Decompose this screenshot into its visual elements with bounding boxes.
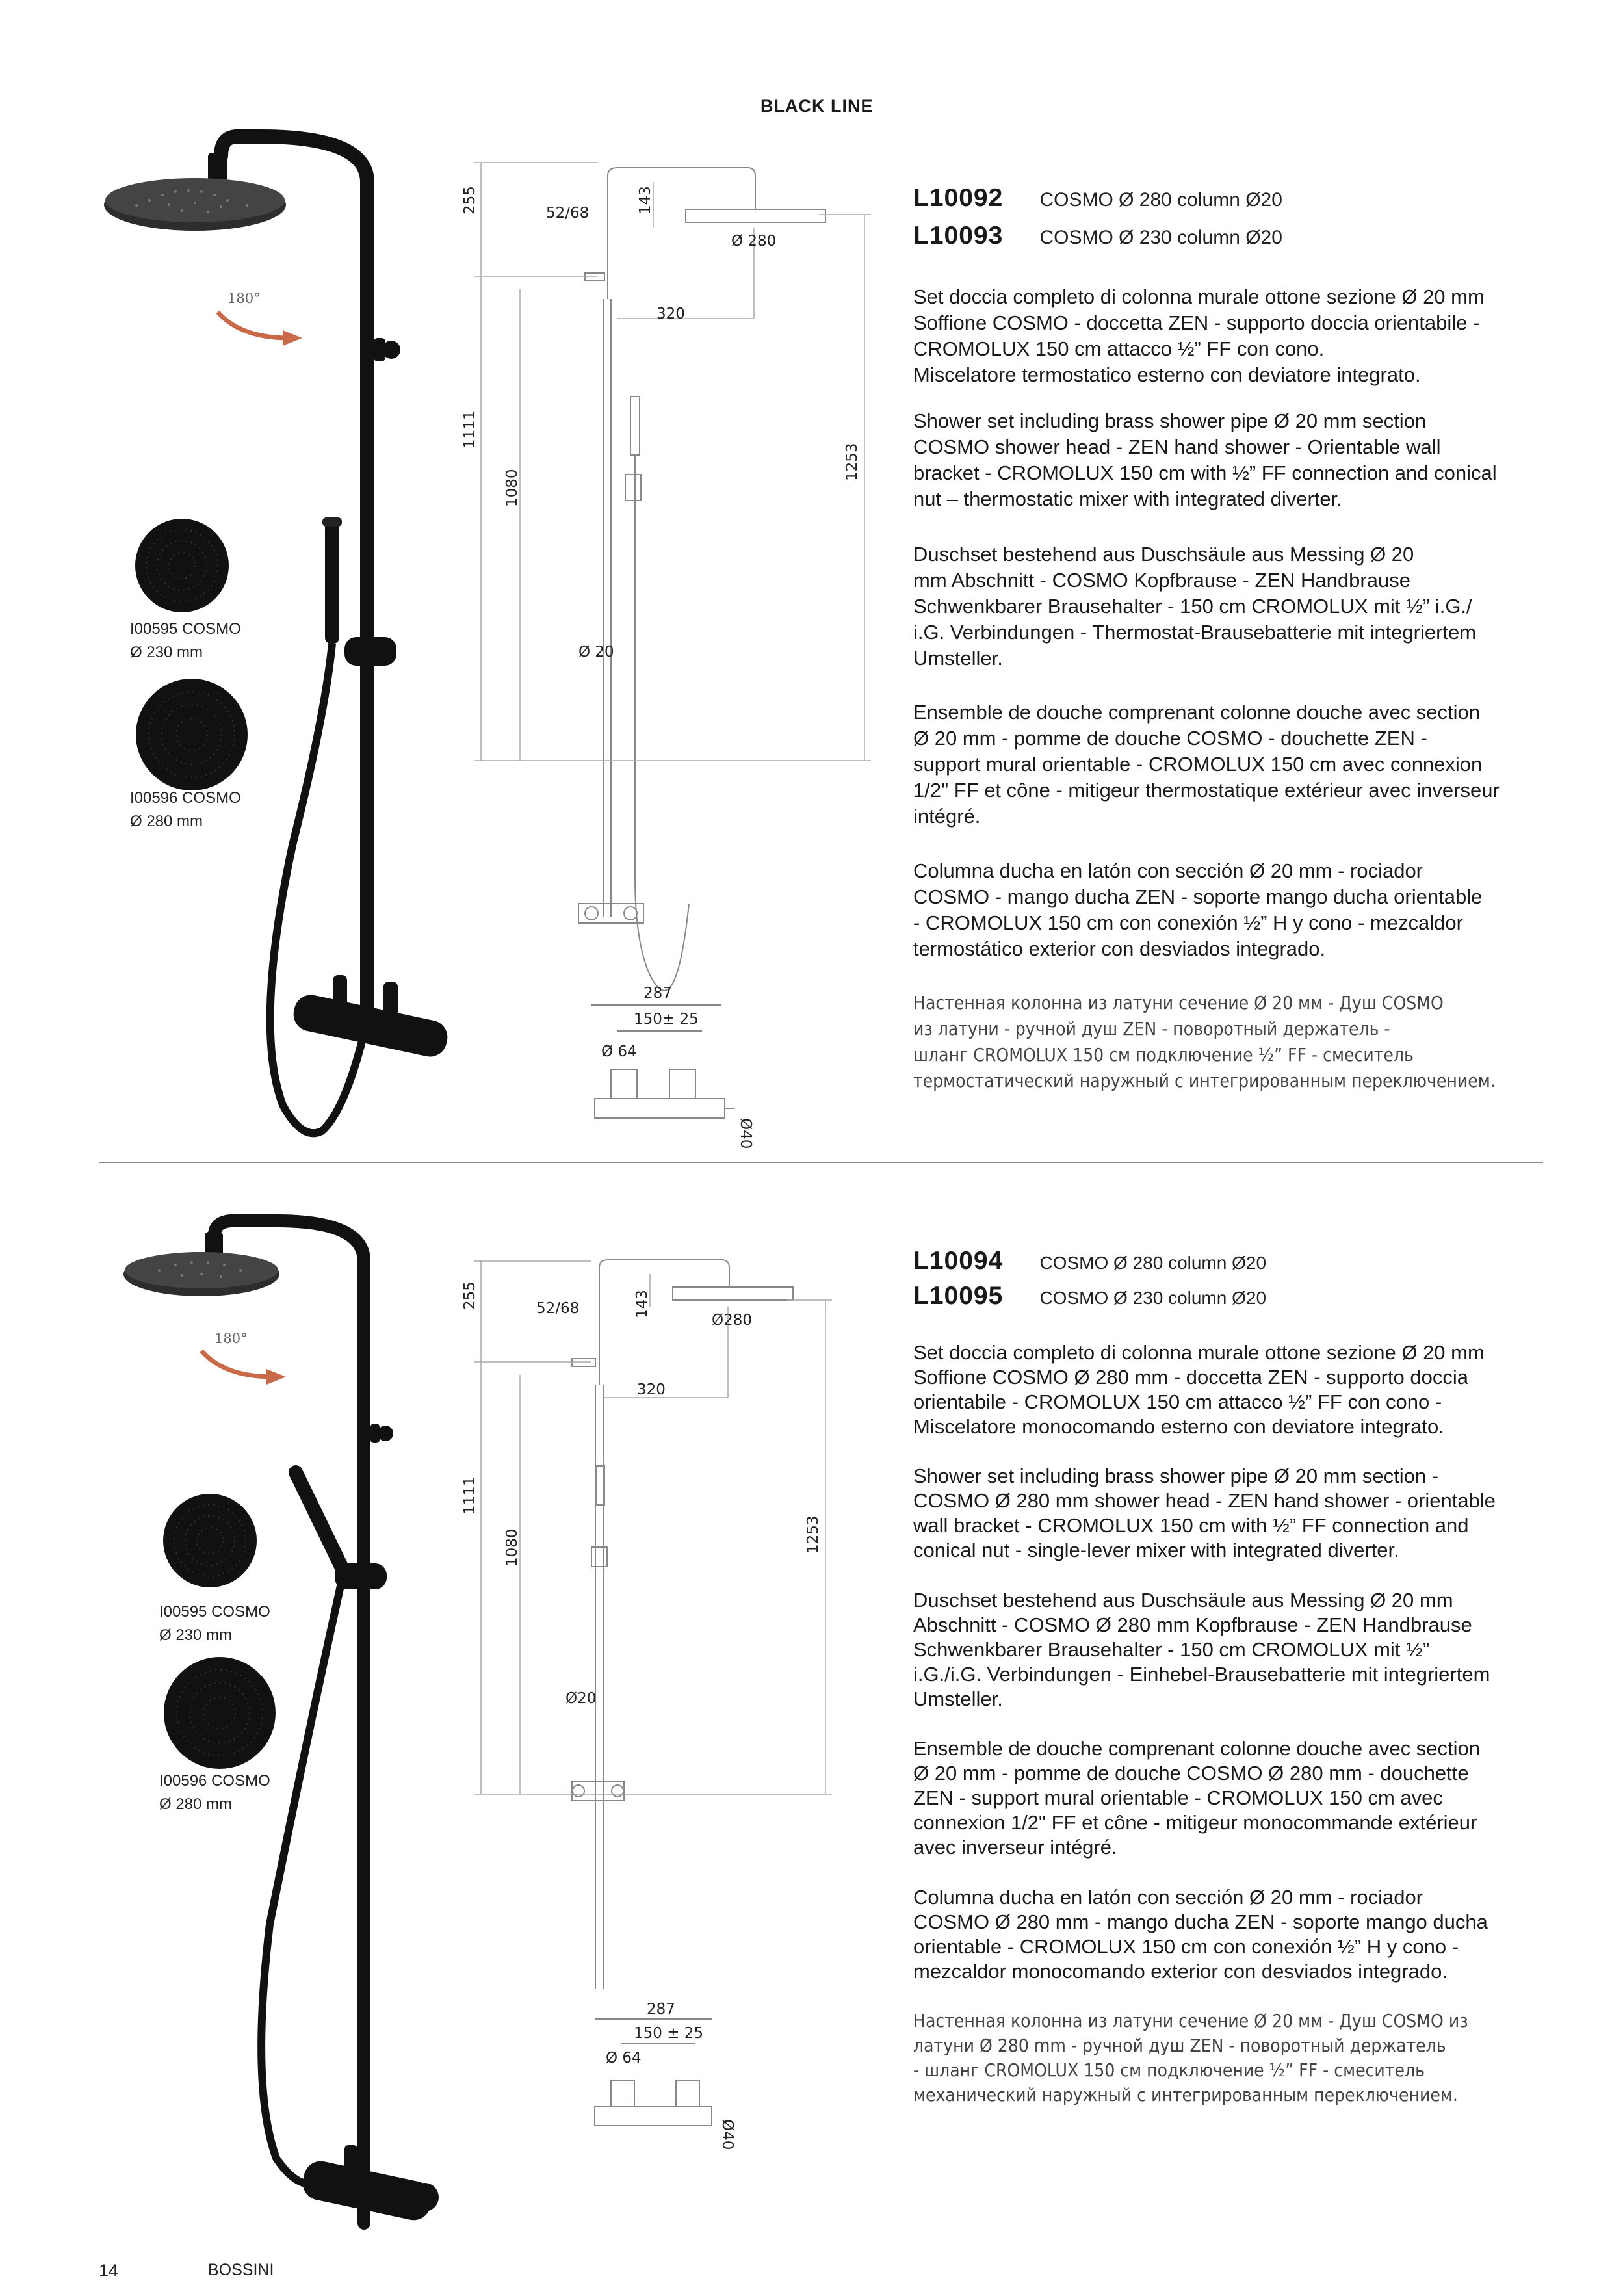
dim-255: 255 [461,186,478,215]
description-ru: Настенная колонна из латуни сечение Ø 20 мм - Душ COSMO из латуни - ручной душ ZEN - поворотный держатель - шланг CROMOLUX 150 см подключение ½” FF - смеситель термостатический наружный с интегрированным переключением. [913,992,1496,1091]
rotation-arrow-icon [198,1344,289,1390]
description-it: Set doccia completo di colonna murale ottone sezione Ø 20 mm Soffione COSMO Ø 280 mm - doccetta ZEN - supporto doccia orientabile - CROMOLUX 150 cm attacco ½” FF con cono - Miscelatore monocomando esterno con deviatore integrato. [913,1341,1485,1438]
swatch-cosmo-230 [133,517,231,614]
dim-52-68: 52/68 [546,205,590,222]
dim-40: Ø40 [737,1118,754,1149]
product-code: L10094 [913,1247,1004,1275]
dim-20: Ø 20 [578,644,614,660]
description-de: Duschset bestehend aus Duschsäule aus Messing Ø 20 mm Abschnitt - COSMO Ø 280 mm Kopfbrause - ZEN Handbrause Schwenkbarer Brausehalter - 150 cm CROMOLUX mit ½” i.G./i.G. Verbindungen - Einhebel-Brausebatterie mit integriertem Umsteller. [913,1589,1490,1710]
dim-40: Ø40 [719,2119,736,2150]
dim-255: 255 [461,1281,478,1310]
description-de: Duschset bestehend aus Duschsäule aus Messing Ø 20 mm Abschnitt - COSMO Kopfbrause - ZEN Handbrause Schwenkbarer Brausehalter - 150 cm CROMOLUX mit ½” i.G./ i.G. Verbindungen - Thermostat-Brausebatterie mit integriertem Umsteller. [913,543,1477,670]
product-code-desc: COSMO Ø 280 column Ø20 [1039,1253,1267,1273]
dim-143: 143 [637,186,654,215]
dim-52-68: 52/68 [536,1300,580,1317]
dim-150: 150 ± 25 [634,2025,704,2042]
dim-1080: 1080 [504,469,521,507]
description-es: Columna ducha en latón con sección Ø 20 mm - rociador COSMO - mango ducha ZEN - soporte mango ducha orientable - CROMOLUX 150 cm con conexión ½” H y cono - mezcaldor termostático exterior con desviados integrado. [913,859,1483,960]
swatch-label-cosmo-280: I00596 COSMO Ø 280 mm [159,1772,270,1813]
swatch-label-cosmo-230: I00595 COSMO Ø 230 mm [130,620,241,661]
dim-150: 150± 25 [634,1011,699,1028]
product-section-2 [0,1170,1623,2275]
dim-143: 143 [634,1290,651,1318]
dim-20: Ø20 [565,1690,597,1707]
description-fr: Ensemble de douche comprenant colonne douche avec section Ø 20 mm - pomme de douche COSMO Ø 280 mm - douchette ZEN - support mural orientable - CROMOLUX 150 cm avec connexion 1/2" FF et cône - mitigeur monocommande extérieur avec inverseur intégré. [913,1737,1481,1859]
product-code: L10095 [913,1282,1004,1310]
description-ru: Настенная колонна из латуни сечение Ø 20 мм - Душ COSMO из латуни Ø 280 mm - ручной душ ZEN - поворотный держатель - шланг CROMOLUX 150 см подключение ½” FF - смеситель механический наружный с интегрированным переключением. [913,2010,1468,2106]
technical-drawing [455,163,910,1164]
product-code-desc: COSMO Ø 230 column Ø20 [1039,227,1282,248]
rotation-label: 180° [227,291,261,306]
description-en: Shower set including brass shower pipe Ø 20 mm section COSMO shower head - ZEN hand shower - Orientable wall bracket - CROMOLUX 150 cm with ½” FF connection and conical nut – thermostatic mixer with integrated diverter. [913,410,1497,510]
dim-1111: 1111 [461,410,478,449]
dim-1253: 1253 [844,443,861,481]
dim-287: 287 [647,2001,675,2018]
page-number: 14 [99,2261,119,2280]
dim-287: 287 [643,985,672,1002]
dim-64: Ø 64 [601,1043,637,1060]
dim-1080: 1080 [504,1528,521,1567]
dim-1111: 1111 [461,1476,478,1515]
description-es: Columna ducha en latón con sección Ø 20 mm - rociador COSMO Ø 280 mm - mango ducha ZEN - soporte mango ducha orientable - CROMOLUX 150 cm con conexión ½” H y cono - mezcaldor monocomando exterior con desviados integrado. [913,1886,1488,1983]
technical-drawing [455,1248,910,2197]
product-code-desc: COSMO Ø 230 column Ø20 [1039,1288,1267,1308]
rotation-arrow-icon [214,306,305,351]
dim-320: 320 [656,306,685,322]
rotation-label: 180° [214,1331,248,1346]
product-codes [913,184,1282,259]
description-it: Set doccia completo di colonna murale ottone sezione Ø 20 mm Soffione COSMO - doccetta ZEN - supporto doccia orientabile - CROMOLUX 150 cm attacco ½” FF con cono. Miscelatore termostatico esterno con deviatore integrato. [913,285,1485,386]
dim-1253: 1253 [805,1515,822,1554]
dim-320: 320 [637,1381,666,1398]
product-code-desc: COSMO Ø 280 column Ø20 [1039,189,1282,211]
product-codes [913,1247,1266,1317]
swatch-cosmo-230 [161,1492,259,1589]
product-code: L10093 [913,222,1004,250]
dim-64: Ø 64 [606,2050,642,2067]
swatch-cosmo-280 [161,1654,278,1771]
description-en: Shower set including brass shower pipe Ø 20 mm section - COSMO Ø 280 mm shower head - ZEN hand shower - orientable wall bracket - CROMOLUX 150 cm with ½” FF connection and conical nut - single-lever mixer with integrated diverter. [913,1465,1496,1561]
swatch-label-cosmo-230: I00595 COSMO Ø 230 mm [159,1603,270,1644]
page-header-title: BLACK LINE [760,96,874,116]
product-code: L10092 [913,184,1004,212]
description-fr: Ensemble de douche comprenant colonne douche avec section Ø 20 mm - pomme de douche COSMO - douchette ZEN - support mural orientable - CROMOLUX 150 cm avec connexion 1/2" FF et cône - mitigeur thermostatique extérieur avec inverseur intégré. [913,701,1500,828]
section-divider [99,1162,1543,1163]
dim-280: Ø 280 [731,233,777,250]
swatch-cosmo-280 [133,676,250,793]
brand-name: BOSSINI [208,2261,274,2279]
swatch-label-cosmo-280: I00596 COSMO Ø 280 mm [130,789,241,830]
dim-280: Ø280 [712,1312,753,1329]
